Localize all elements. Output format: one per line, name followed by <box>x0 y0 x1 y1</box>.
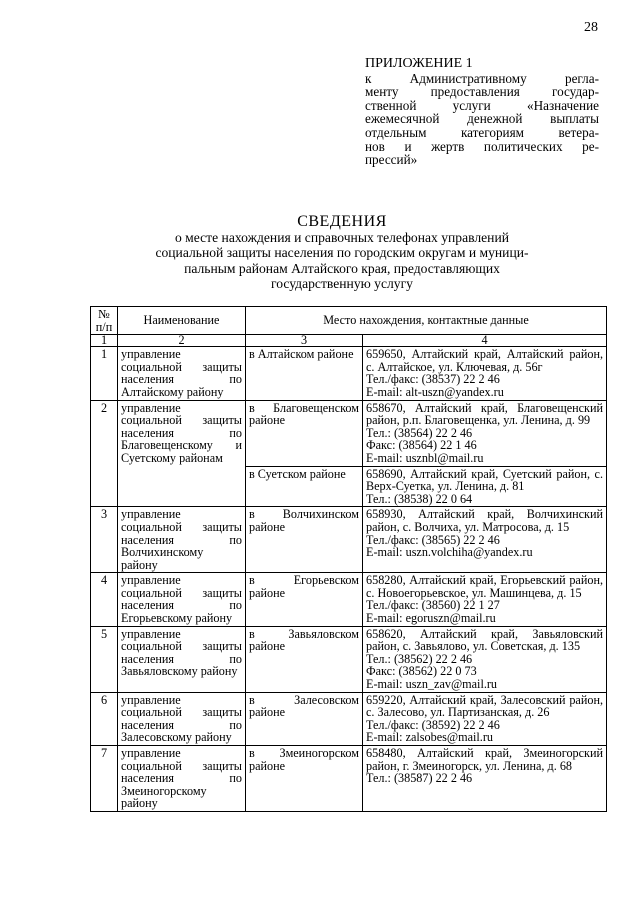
office-area: в Благовещенском районе <box>246 400 363 466</box>
table-row <box>91 746 607 812</box>
contact-line: E-mail: uszn.volchiha@yandex.ru <box>366 545 533 560</box>
appendix-line: ственной услуги «Назначение <box>365 97 599 113</box>
contact-line: Факс: (38562) 22 0 73 <box>366 664 477 679</box>
row-number: 5 <box>91 626 118 692</box>
contact-line: Тел.: (38564) 22 2 46 <box>366 425 473 440</box>
table-header-row <box>91 307 607 335</box>
contact-line: E-mail: zalsobes@mail.ru <box>366 730 493 745</box>
table-row <box>91 507 607 573</box>
contact-line: Тел./факс: (38565) 22 2 46 <box>366 532 500 547</box>
office-contacts <box>363 573 607 626</box>
contact-line: E-mail: alt-uszn@yandex.ru <box>366 384 504 399</box>
office-name: управление социальной защиты населения по Алтайскому району <box>118 347 246 400</box>
row-number: 7 <box>91 746 118 812</box>
table-row <box>91 347 607 400</box>
table-row <box>91 692 607 745</box>
header-number: № п/п <box>91 307 118 335</box>
table-row <box>91 573 607 626</box>
appendix-block <box>365 57 599 167</box>
page-number: 28 <box>584 20 598 35</box>
table-row <box>91 626 607 692</box>
office-area: в Егорьевском районе <box>246 573 363 626</box>
contact-line: Тел./факс: (38592) 22 2 46 <box>366 717 500 732</box>
office-contacts <box>363 746 607 812</box>
appendix-line: отдельным категориям ветера- <box>365 124 599 140</box>
appendix-title: ПРИЛОЖЕНИЕ 1 <box>365 56 473 71</box>
contact-line: 658620, Алтайский край, Завьяловский район, с. Завьялово, ул. Советская, д. 135 <box>366 626 604 654</box>
document-heading <box>100 214 584 291</box>
appendix-line: менту предоставления государ- <box>365 84 599 100</box>
office-name: управление социальной защиты населения по Завьяловскому району <box>118 626 246 692</box>
office-area: в Змеиногорском районе <box>246 746 363 812</box>
office-contacts <box>363 507 607 573</box>
heading-line: государственную услугу <box>271 275 413 291</box>
appendix-line: ежемесячной денежной выплаты <box>365 111 599 127</box>
contact-line: E-mail: uszn_zav@mail.ru <box>366 677 498 692</box>
office-contacts <box>363 626 607 692</box>
column-number: 2 <box>118 335 246 347</box>
column-number: 3 <box>246 335 363 347</box>
table-row <box>91 400 607 466</box>
table-body <box>91 347 607 812</box>
office-contacts <box>363 347 607 400</box>
appendix-line: к Административному регла- <box>365 70 599 86</box>
office-name: управление социальной защиты населения по Благовещенскому и Суетскому районам <box>118 400 246 507</box>
heading-line: социальной защиты населения по городским округам и муници- <box>155 245 529 261</box>
contact-line: 659650, Алтайский край, Алтайский район, с. Алтайское, ул. Ключевая, д. 56г <box>366 347 604 374</box>
office-contacts <box>363 692 607 745</box>
office-name: управление социальной защиты населения по Волчихинскому району <box>118 507 246 573</box>
contact-line: 658930, Алтайский край, Волчихинский район, с. Волчиха, ул. Матросова, д. 15 <box>366 507 604 534</box>
contact-line: 658480, Алтайский край, Змеиногорский район, г. Змеиногорск, ул. Ленина, д. 68 <box>366 746 604 773</box>
column-number: 1 <box>91 335 118 347</box>
offices-table <box>90 306 607 812</box>
office-contacts <box>363 400 607 466</box>
office-area: в Суетском районе <box>246 466 363 507</box>
contact-line: 658280, Алтайский край, Егорьевский район, с. Новоегорьевское, ул. Машинцева, д. 15 <box>366 573 604 600</box>
header-name: Наименование <box>118 307 246 335</box>
column-number-row <box>91 335 607 347</box>
heading-line: о месте нахождения и справочных телефонах управлений <box>174 230 510 246</box>
office-area: в Волчихинском районе <box>246 507 363 573</box>
row-number: 6 <box>91 692 118 745</box>
office-area: в Алтайском районе <box>246 347 363 400</box>
appendix-line: нов и жертв политических ре- <box>365 138 599 154</box>
contact-line: Тел.: (38587) 22 2 46 <box>366 771 473 786</box>
contact-line: Факс: (38564) 22 1 46 <box>366 438 477 453</box>
contact-line: Тел./факс: (38560) 22 1 27 <box>366 598 500 613</box>
row-number: 4 <box>91 573 118 626</box>
contact-line: Тел.: (38562) 22 2 46 <box>366 651 473 666</box>
contact-line: 658690, Алтайский край, Суетский район, с. Верх-Суетка, ул. Ленина, д. 81 <box>366 466 604 494</box>
header-location: Место нахождения, контактные данные <box>246 307 607 335</box>
contact-line: E-mail: usznbl@mail.ru <box>366 450 484 465</box>
column-number: 4 <box>363 335 607 347</box>
heading-line: пальным районам Алтайского края, предоставляющих <box>184 260 500 276</box>
row-number: 1 <box>91 347 118 400</box>
office-area: в Завьяловском районе <box>246 626 363 692</box>
row-number: 3 <box>91 507 118 573</box>
contact-line: E-mail: egoruszn@mail.ru <box>366 611 496 626</box>
office-area: в Залесовском районе <box>246 692 363 745</box>
contact-line: Тел.: (38538) 22 0 64 <box>366 491 473 506</box>
office-contacts <box>363 466 607 507</box>
heading-title: СВЕДЕНИЯ <box>297 213 387 230</box>
row-number: 2 <box>91 400 118 507</box>
office-name: управление социальной защиты населения по Егорьевскому району <box>118 573 246 626</box>
contact-line: 658670, Алтайский край, Благовещенский район, р.п. Благовещенка, ул. Ленина, д. 99 <box>366 400 604 428</box>
office-name: управление социальной защиты населения по Залесовскому району <box>118 692 246 745</box>
contact-line: Тел./факс: (38537) 22 2 46 <box>366 372 500 387</box>
appendix-line: прессий» <box>365 152 418 168</box>
contact-line: 659220, Алтайский край, Залесовский район, с. Залесово, ул. Партизанская, д. 26 <box>366 692 604 720</box>
office-name: управление социальной защиты населения по Змеиногорскому району <box>118 746 246 812</box>
